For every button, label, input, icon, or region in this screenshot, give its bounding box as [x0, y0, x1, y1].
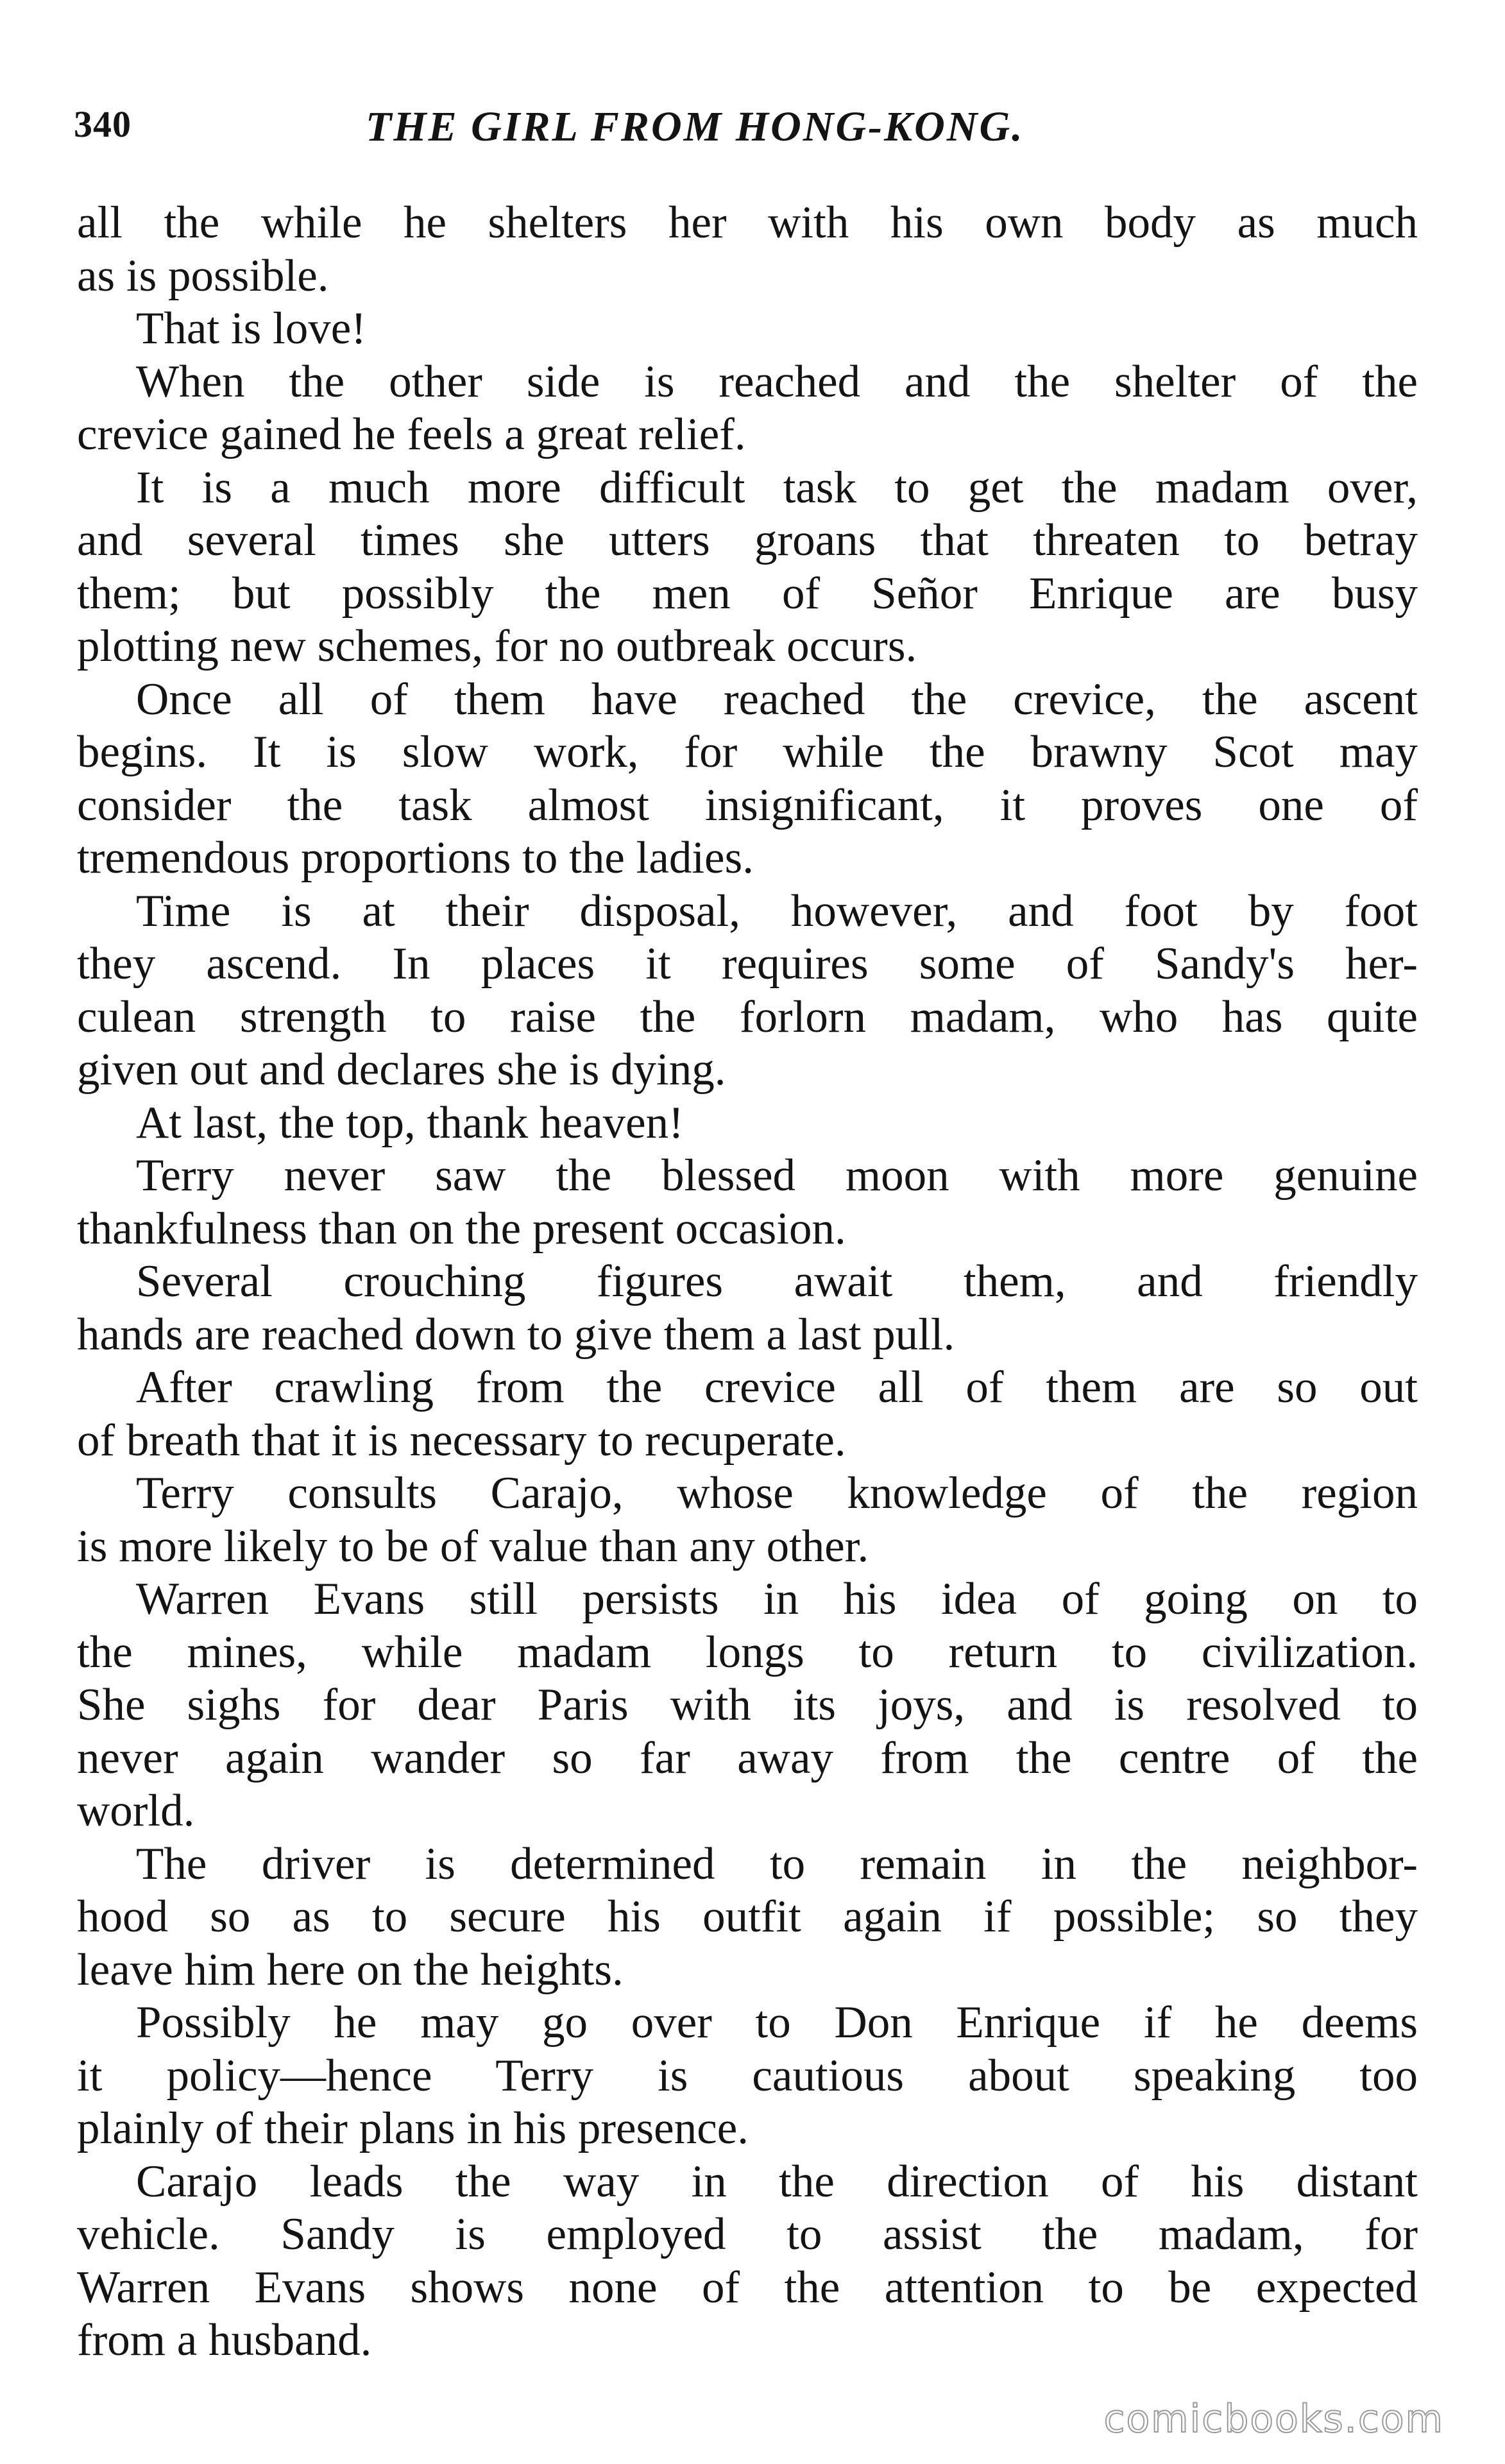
text-line: Several crouching figures await them, and friendly [136, 1256, 1418, 1306]
text-line: Time is at their disposal, however, and foot by foot [136, 886, 1418, 936]
text-line: it policy—hence Terry is cautious about speaking too [77, 2050, 1418, 2101]
text-line: After crawling from the crevice all of them are so out [136, 1362, 1418, 1412]
text-line: Terry consults Carajo, whose knowledge of the region [136, 1468, 1418, 1518]
body-text [77, 196, 1418, 2367]
text-line: Terry never saw the blessed moon with more genuine [136, 1151, 1418, 1201]
text-line: begins. It is slow work, for while the brawny Scot may [77, 727, 1418, 777]
text-line: hands are reached down to give them a last pull. [77, 1309, 955, 1360]
text-line: culean strength to raise the forlorn madam, who has quite [77, 991, 1418, 1042]
text-line: the mines, while madam longs to return to civilization. [77, 1627, 1418, 1677]
text-line: never again wander so far away from the centre of the [77, 1733, 1418, 1783]
text-line: of breath that it is necessary to recuperate. [77, 1415, 846, 1466]
text-line: all the while he shelters her with his own body as much [77, 198, 1418, 248]
text-line: them; but possibly the men of Señor Enrique are busy [77, 568, 1418, 619]
text-line: Possibly he may go over to Don Enrique if he deems [136, 1998, 1418, 2048]
text-line: She sighs for dear Paris with its joys, and is resolved to [77, 1680, 1418, 1730]
text-line: When the other side is reached and the shelter of the [136, 356, 1418, 407]
text-line: they ascend. In places it requires some of Sandy's her- [77, 939, 1418, 989]
text-line: from a husband. [77, 2315, 372, 2365]
text-line: That is love! [136, 304, 366, 354]
text-line: thankfulness than on the present occasion. [77, 1203, 846, 1254]
text-line: It is a much more difficult task to get the madam over, [136, 462, 1418, 513]
text-line: crevice gained he feels a great relief. [77, 409, 746, 459]
text-line: given out and declares she is dying. [77, 1045, 726, 1095]
text-line: consider the task almost insignificant, it proves one of [77, 780, 1418, 830]
text-line: leave him here on the heights. [77, 1944, 624, 1995]
text-line: and several times she utters groans that threaten to betray [77, 515, 1418, 565]
text-line: Warren Evans still persists in his idea of going on to [136, 1574, 1418, 1624]
text-line: plotting new schemes, for no outbreak occurs. [77, 621, 917, 671]
text-line: hood so as to secure his outfit again if possible; so they [77, 1892, 1418, 1942]
text-line: The driver is determined to remain in the neighbor- [136, 1838, 1418, 1889]
text-line: vehicle. Sandy is employed to assist the madam, for [77, 2209, 1418, 2259]
watermark: comicbooks.com [1103, 2397, 1444, 2442]
text-line: is more likely to be of value than any other. [77, 1521, 869, 1571]
page-number: 340 [74, 103, 132, 145]
text-line: Warren Evans shows none of the attention to be expected [77, 2262, 1418, 2313]
page-header [74, 103, 1421, 173]
text-line: Once all of them have reached the crevice, the ascent [136, 674, 1418, 724]
text-line: At last, the top, thank heaven! [136, 1097, 684, 1148]
text-line: Carajo leads the way in the direction of his distant [136, 2156, 1418, 2207]
text-line: world. [77, 1786, 195, 1836]
text-line: plainly of their plans in his presence. [77, 2103, 749, 2153]
text-line: as is possible. [77, 250, 329, 301]
text-line: tremendous proportions to the ladies. [77, 833, 754, 883]
running-title: THE GIRL FROM HONG-KONG. [366, 103, 1025, 150]
